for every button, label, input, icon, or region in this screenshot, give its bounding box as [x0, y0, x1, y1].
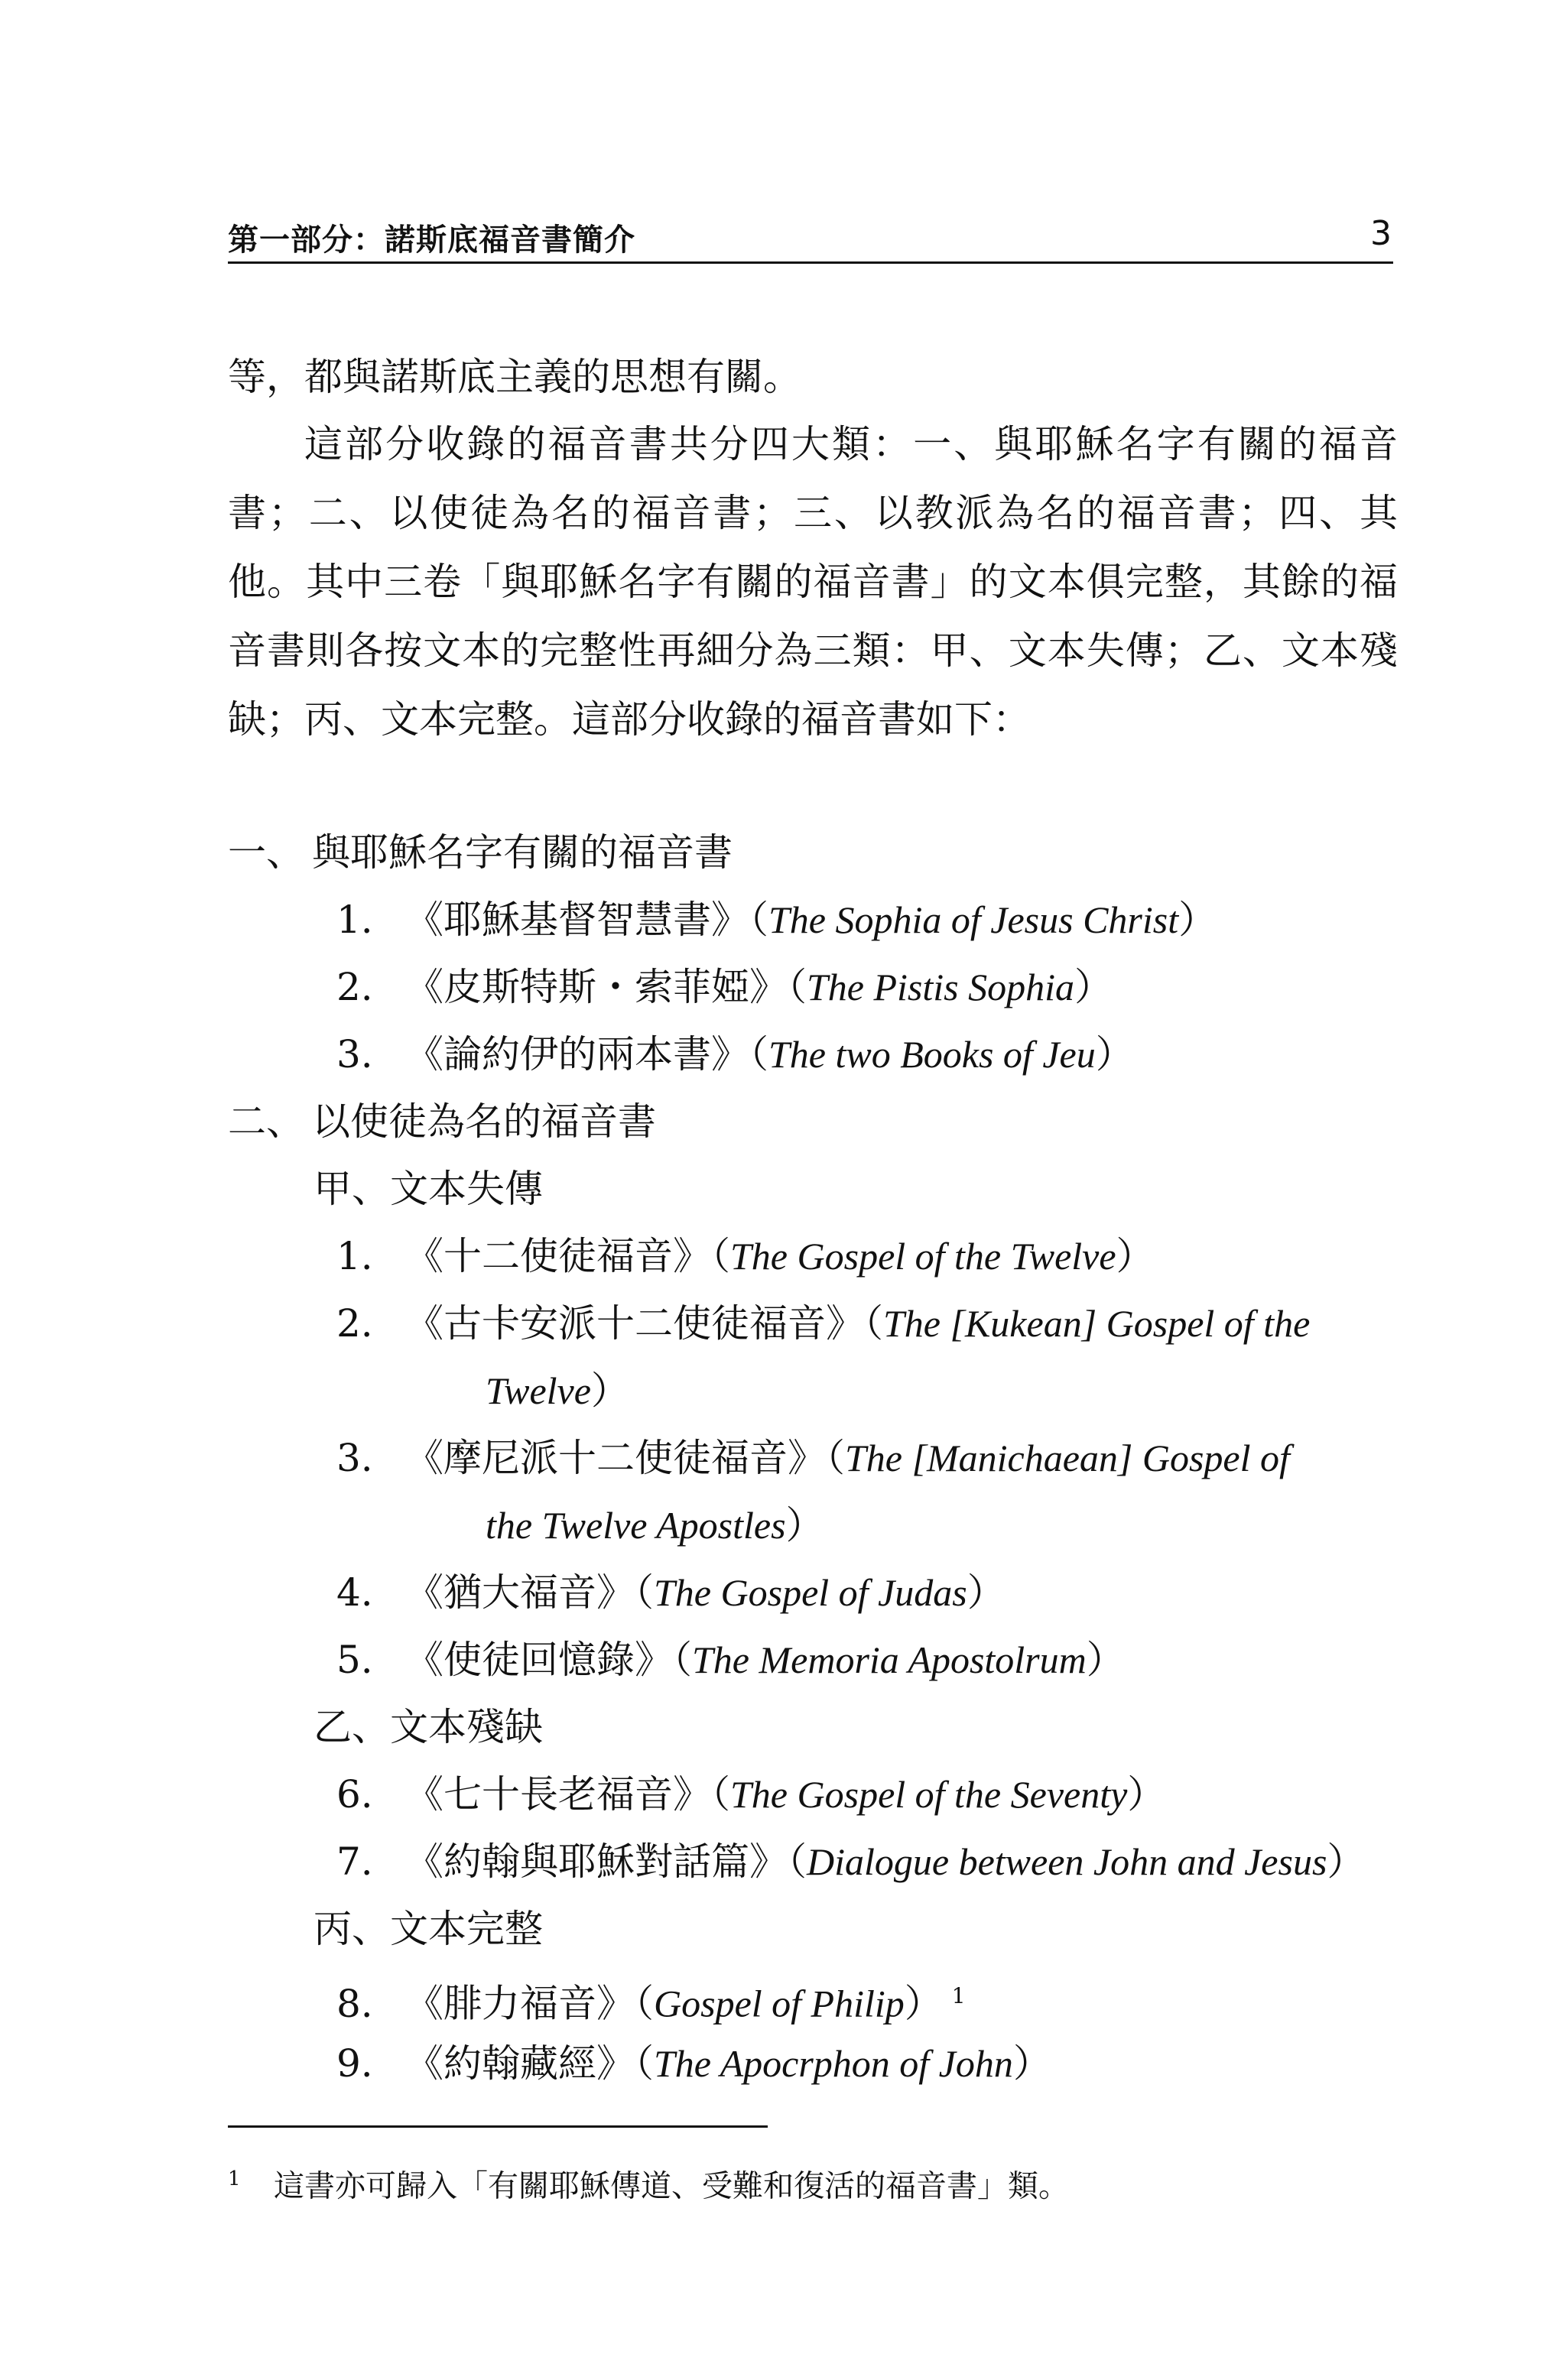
item-title-en: The Gospel of Judas [654, 1571, 967, 1614]
paren-close: ） [1178, 898, 1217, 942]
paren-close: ） [1127, 1772, 1166, 1817]
item-number: 1. [336, 898, 373, 942]
list-item [336, 1768, 1399, 1821]
item-title-en: The Sophia of Jesus Christ [768, 898, 1179, 941]
paren-open: （ [711, 1772, 730, 1817]
running-title: 第一部分：諾斯底福音書簡介 [228, 222, 635, 258]
item-number: 2. [336, 1301, 373, 1346]
item-title-zh: 《摩尼派十二使徒福音》 [405, 1436, 826, 1480]
footnote-mark: 1 [228, 2167, 241, 2190]
paren-close: ） [785, 1503, 824, 1547]
page-number: 3 [1370, 214, 1392, 253]
item-title-en: The Gospel of the Seventy [730, 1773, 1128, 1816]
item-number: 7. [336, 1839, 373, 1884]
item-title-en: The Pistis Sophia [807, 966, 1075, 1008]
paren-open: （ [864, 1301, 883, 1346]
paragraph-intro: 這部分收錄的福音書共分四大類：一、與耶穌名字有關的福音書；二、以使徒為名的福音書；三、以教派為名的福音書；四、其他。其中三卷「與耶穌名字有關的福音書」的文本俱完整，其餘的福音書則各按文本的完整性再細分為三類：甲、文本失傳；乙、文本殘缺；丙、文本完整。這部分收錄的福音書如下： [228, 422, 1398, 742]
list-item [336, 1229, 1399, 1283]
paren-close: ） [1086, 1638, 1125, 1682]
list-item [336, 1835, 1399, 1888]
paren-close: ） [904, 1981, 943, 2026]
paren-open: （ [673, 1638, 692, 1682]
item-title-en: Gospel of Philip [654, 1982, 905, 2025]
paren-open: （ [826, 1436, 845, 1480]
paren-open: （ [635, 1570, 654, 1615]
list-item [336, 893, 1399, 946]
item-title-zh: 《十二使徒福音》 [405, 1234, 711, 1278]
item-title-en: The Memoria Apostolrum [692, 1638, 1087, 1681]
paren-open: （ [749, 1032, 768, 1076]
item-title-continuation [486, 1498, 824, 1552]
paren-close: ） [1327, 1839, 1366, 1884]
footnote [228, 2156, 1069, 2209]
item-number: 3. [336, 1436, 373, 1480]
item-title-zh: 《約翰與耶穌對話篇》 [405, 1839, 788, 1884]
item-title-zh: 《約翰藏經》 [405, 2041, 635, 2086]
paren-open: （ [635, 2041, 654, 2086]
item-title-en-line2: the Twelve Apostles [486, 1504, 786, 1547]
paren-open: （ [788, 965, 807, 1009]
item-number: 1. [336, 1234, 373, 1278]
item-title-zh: 《腓力福音》 [405, 1981, 635, 2026]
paren-close: ） [1074, 965, 1113, 1009]
subsection-heading-c: 丙、文本完整 [314, 1907, 543, 1951]
item-title-zh: 《使徒回憶錄》 [405, 1638, 673, 1682]
item-number: 8. [336, 1981, 373, 2026]
paren-open: （ [749, 898, 768, 942]
item-title-en: The Apocrphon of John [654, 2042, 1013, 2085]
paragraph-continued: 等，都與諾斯底主義的思想有關。 [228, 355, 801, 399]
item-number: 5. [336, 1638, 373, 1682]
item-title-zh: 《皮斯特斯・索菲婭》 [405, 965, 788, 1009]
list-item [336, 1633, 1399, 1687]
footnote-divider [228, 2125, 768, 2128]
item-number: 6. [336, 1772, 373, 1817]
paren-close: ） [1012, 2041, 1051, 2086]
item-title-en: The [Kukean] Gospel of the [883, 1302, 1311, 1345]
subsection-heading-a: 甲、文本失傳 [314, 1167, 543, 1211]
item-title-zh: 《猶大福音》 [405, 1570, 635, 1615]
item-number: 4. [336, 1570, 373, 1615]
item-title-en: The two Books of Jeu [768, 1033, 1096, 1076]
footnote-text: 這書亦可歸入「有關耶穌傳道、受難和復活的福音書」類。 [274, 2168, 1069, 2204]
footnote-reference[interactable]: 1 [951, 1983, 966, 2008]
paren-close: ） [967, 1570, 1006, 1615]
section-number: 二、 [228, 1099, 304, 1144]
list-item [336, 1431, 1399, 1547]
item-number: 3. [336, 1032, 373, 1076]
paren-open: （ [711, 1234, 730, 1278]
paren-open: （ [788, 1839, 807, 1884]
item-title-en: The Gospel of the Twelve [730, 1235, 1116, 1278]
item-title-en: The [Manichaean] Gospel of [845, 1437, 1290, 1479]
item-title-en: Dialogue between John and Jesus [807, 1840, 1327, 1883]
list-item [336, 1028, 1399, 1081]
item-title-en-line2: Twelve [486, 1369, 591, 1412]
list-item [336, 1566, 1399, 1619]
list-item [336, 1969, 1399, 2031]
item-number: 2. [336, 965, 373, 1009]
section-number: 一、 [228, 830, 304, 875]
item-title-zh: 《古卡安派十二使徒福音》 [405, 1301, 864, 1346]
paren-close: ） [590, 1369, 629, 1413]
section-title: 以使徒為名的福音書 [312, 1099, 656, 1144]
section-heading-2 [228, 1095, 656, 1148]
item-title-zh: 《論約伊的兩本書》 [405, 1032, 749, 1076]
item-number: 9. [336, 2041, 373, 2086]
subsection-heading-b: 乙、文本殘缺 [314, 1705, 543, 1749]
running-header [228, 206, 1393, 264]
paren-close: ） [1095, 1032, 1134, 1076]
item-title-zh: 《七十長老福音》 [405, 1772, 711, 1817]
item-title-continuation [486, 1364, 629, 1417]
list-item [336, 1297, 1399, 1413]
section-heading-1 [228, 826, 733, 879]
paren-open: （ [635, 1981, 654, 2026]
list-item [336, 960, 1399, 1014]
section-title: 與耶穌名字有關的福音書 [312, 830, 733, 875]
paren-close: ） [1116, 1234, 1155, 1278]
list-item [336, 2037, 1399, 2090]
item-title-zh: 《耶穌基督智慧書》 [405, 898, 749, 942]
